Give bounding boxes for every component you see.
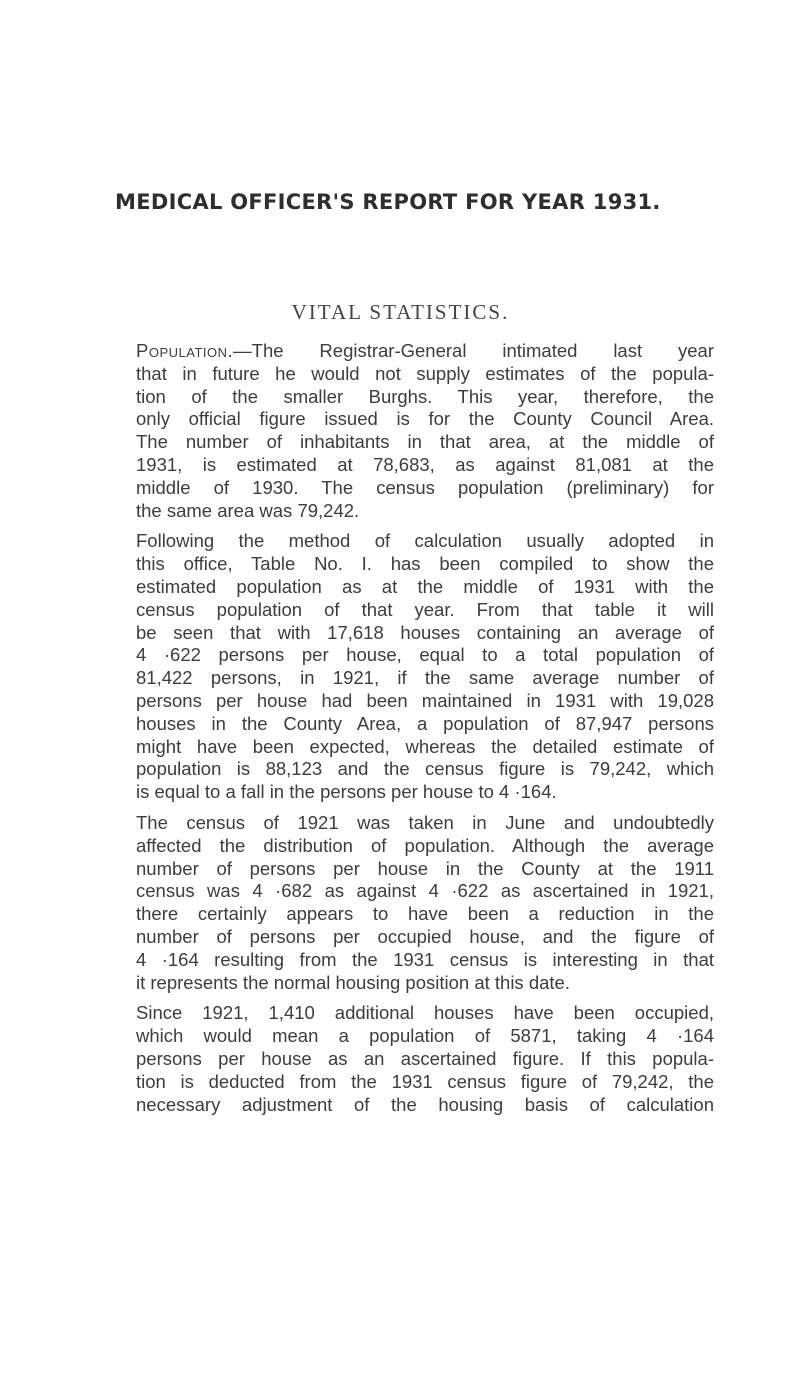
- text-line: Population.—The Registrar-General intimated last year: [136, 340, 714, 361]
- text-line: Following the method of calculation usually adopted in: [136, 530, 714, 552]
- text-line: number of persons per occupied house, and the figure of: [136, 925, 714, 947]
- paragraph-additional-houses: [114, 1002, 714, 1116]
- paragraph-method: [114, 530, 714, 804]
- text-line: which would mean a population of 5871, taking 4 ·164: [136, 1025, 714, 1047]
- paragraph-lead: Population.: [136, 340, 234, 361]
- text-line: middle of 1930. The census population (preliminary) for: [136, 476, 714, 498]
- text-line: houses in the County Area, a population of 87,947 persons: [136, 712, 714, 734]
- text-line: there certainly appears to have been a reduction in the: [136, 903, 714, 925]
- text-line: it represents the normal housing position at this date.: [136, 971, 570, 993]
- text-line: census was 4 ·682 as against 4 ·622 as ascertained in 1921,: [136, 880, 714, 902]
- text-line: that in future he would not supply estimates of the popula-: [136, 362, 714, 384]
- text-line: 1931, is estimated at 78,683, as against 81,081 at the: [136, 453, 714, 475]
- text-line: The census of 1921 was taken in June and undoubtedly: [136, 811, 714, 833]
- body-text: [114, 340, 714, 1124]
- text-line: number of persons per house in the County at the 1911: [136, 857, 714, 879]
- text-line: 4 ·164 resulting from the 1931 census is interesting in that: [136, 948, 714, 970]
- paragraph-census-1921: [114, 812, 714, 994]
- text-line: might have been expected, whereas the detailed estimate of: [136, 735, 714, 757]
- section-title: VITAL STATISTICS.: [291, 300, 510, 324]
- text-line: tion of the smaller Burghs. This year, therefore, the: [136, 385, 714, 407]
- text-line: is equal to a fall in the persons per house to 4 ·164.: [136, 781, 557, 803]
- text-line: this office, Table No. I. has been compiled to show the: [136, 553, 714, 575]
- text-line: census population of that year. From that table it will: [136, 598, 714, 620]
- paragraph-population: [114, 340, 714, 522]
- text-line: affected the distribution of population. Although the average: [136, 834, 714, 856]
- text-line: tion is deducted from the 1931 census figure of 79,242, the: [136, 1070, 714, 1092]
- text-line: only official figure issued is for the County Council Area.: [136, 408, 714, 430]
- running-title: MEDICAL OFFICER'S REPORT FOR YEAR 1931.: [115, 190, 661, 214]
- text-line: 4 ·622 persons per house, equal to a total population of: [136, 644, 714, 666]
- text-line: population is 88,123 and the census figure is 79,242, which: [136, 758, 714, 780]
- text-line: persons per house as an ascertained figure. If this popula-: [136, 1047, 714, 1069]
- text-line: 81,422 persons, in 1921, if the same average number of: [136, 667, 714, 689]
- text-line: estimated population as at the middle of 1931 with the: [136, 575, 714, 597]
- text-line: The number of inhabitants in that area, at the middle of: [136, 431, 714, 453]
- text-line: necessary adjustment of the housing basis of calculation: [136, 1093, 714, 1115]
- text-line: Since 1921, 1,410 additional houses have been occupied,: [136, 1002, 714, 1024]
- text-line: the same area was 79,242.: [136, 499, 360, 521]
- text-line: be seen that with 17,618 houses containing an average of: [136, 621, 714, 643]
- text-line: persons per house had been maintained in 1931 with 19,028: [136, 689, 714, 711]
